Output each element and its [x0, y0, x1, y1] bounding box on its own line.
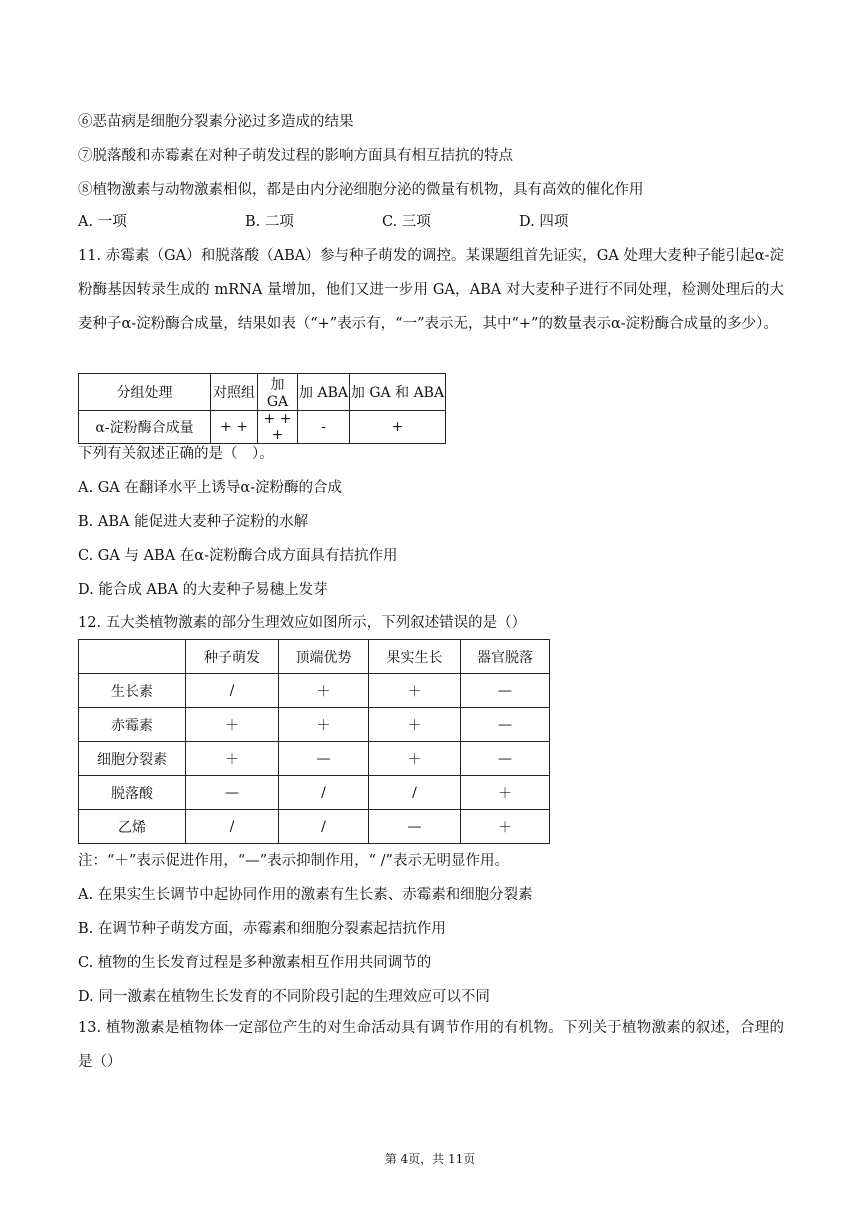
q12-cell: — — [461, 674, 550, 708]
statement-7: ⑦脱落酸和赤霉素在对种子萌发过程的影响方面具有相互拮抗的特点 — [78, 148, 513, 164]
table-row — [79, 674, 550, 708]
q12-cell: / — [369, 776, 461, 810]
q11-row-label: α-淀粉酶合成量 — [79, 411, 211, 444]
q12-table — [78, 639, 550, 844]
q12-cell: — — [369, 810, 461, 844]
q12-header-cell: 种子萌发 — [186, 640, 279, 674]
q11-header-cell: 加 GA 和 ABA — [350, 374, 446, 411]
q12-row-label: 脱落酸 — [79, 776, 186, 810]
q12-row-label: 细胞分裂素 — [79, 742, 186, 776]
statement-6: ⑥恶苗病是细胞分裂素分泌过多造成的结果 — [78, 114, 354, 130]
q12-option-b: B. 在调节种子萌发方面，赤霉素和细胞分裂素起拮抗作用 — [78, 921, 446, 937]
q11-option-c: C. GA 与 ABA 在α-淀粉酶合成方面具有拮抗作用 — [78, 548, 398, 564]
q11-header-cell: 对照组 — [211, 374, 258, 411]
q12-cell: ＋ — [279, 708, 369, 742]
q12-cell: ＋ — [461, 810, 550, 844]
q11-cell: - — [298, 411, 350, 444]
q12-cell: — — [186, 776, 279, 810]
q11-option-b: B. ABA 能促进大麦种子淀粉的水解 — [78, 514, 309, 530]
q11-stem: 11. 赤霉素（GA）和脱落酸（ABA）参与种子萌发的调控。某课题组首先证实，GA 处理大麦种子能引起α-淀粉酶基因转录生成的 mRNA 量增加，他们又进一步用 GA，ABA 对大麦种子进行不同处理，检测处理后的大麦种子α-淀粉酶合成量，结果如表（“+”表示有，“一”表示无，其中“+”的数量表示α-淀粉酶合成量的多少）。 — [78, 248, 784, 332]
q12-cell: ＋ — [369, 708, 461, 742]
q12-cell: ＋ — [369, 674, 461, 708]
table-row — [79, 776, 550, 810]
q11-cell: + — [350, 411, 446, 444]
q12-header-cell: 器官脱落 — [461, 640, 550, 674]
q12-cell: / — [186, 810, 279, 844]
q11-option-a: A. GA 在翻译水平上诱导α-淀粉酶的合成 — [78, 480, 343, 496]
q12-stem: 12. 五大类植物激素的部分生理效应如图所示，下列叙述错误的是（） — [78, 615, 527, 631]
q12-cell: — — [461, 742, 550, 776]
q12-cell: — — [461, 708, 550, 742]
q11-header-cell: 加 GA — [258, 374, 298, 411]
q11-cell: + + — [211, 411, 258, 444]
q12-header-cell — [79, 640, 186, 674]
q12-row-label: 生长素 — [79, 674, 186, 708]
q11-header-cell: 加 ABA — [298, 374, 350, 411]
q10-option-c: C. 三项 — [382, 214, 431, 230]
q10-option-a: A. 一项 — [78, 214, 127, 230]
q12-cell: / — [186, 674, 279, 708]
q11-header-cell: 分组处理 — [79, 374, 211, 411]
statement-8: ⑧植物激素与动物激素相似，都是由内分泌细胞分泌的微量有机物，具有高效的催化作用 — [78, 182, 644, 198]
q11-cell: + + + — [258, 411, 298, 444]
q12-note: 注：“＋”表示促进作用，“—”表示抑制作用，“ /”表示无明显作用。 — [78, 853, 509, 869]
q12-cell: ＋ — [369, 742, 461, 776]
q12-option-d: D. 同一激素在植物生长发育的不同阶段引起的生理效应可以不同 — [78, 989, 490, 1005]
q12-cell: ＋ — [186, 708, 279, 742]
q12-cell: ＋ — [279, 674, 369, 708]
q12-cell: — — [279, 742, 369, 776]
q12-header-cell: 顶端优势 — [279, 640, 369, 674]
q10-option-b: B. 二项 — [245, 214, 294, 230]
q12-row-label: 赤霉素 — [79, 708, 186, 742]
q11-option-d: D. 能合成 ABA 的大麦种子易穗上发芽 — [78, 582, 328, 598]
q11-prompt: 下列有关叙述正确的是（ ）。 — [78, 446, 274, 462]
q12-option-a: A. 在果实生长调节中起协同作用的激素有生长素、赤霉素和细胞分裂素 — [78, 887, 533, 903]
q12-cell: / — [279, 810, 369, 844]
table-row — [79, 742, 550, 776]
q11-table — [78, 373, 446, 444]
table-row — [79, 810, 550, 844]
q10-option-d: D. 四项 — [519, 214, 569, 230]
page-footer: 第 4页，共 11页 — [384, 1152, 476, 1166]
q12-option-c: C. 植物的生长发育过程是多种激素相互作用共同调节的 — [78, 955, 432, 971]
q12-cell: / — [279, 776, 369, 810]
q13-stem: 13. 植物激素是植物体一定部位产生的对生命活动具有调节作用的有机物。下列关于植物激素的叙述，合理的是（） — [78, 1020, 784, 1070]
q12-cell: ＋ — [186, 742, 279, 776]
q12-row-label: 乙烯 — [79, 810, 186, 844]
table-row — [79, 708, 550, 742]
q12-header-cell: 果实生长 — [369, 640, 461, 674]
q12-cell: ＋ — [461, 776, 550, 810]
